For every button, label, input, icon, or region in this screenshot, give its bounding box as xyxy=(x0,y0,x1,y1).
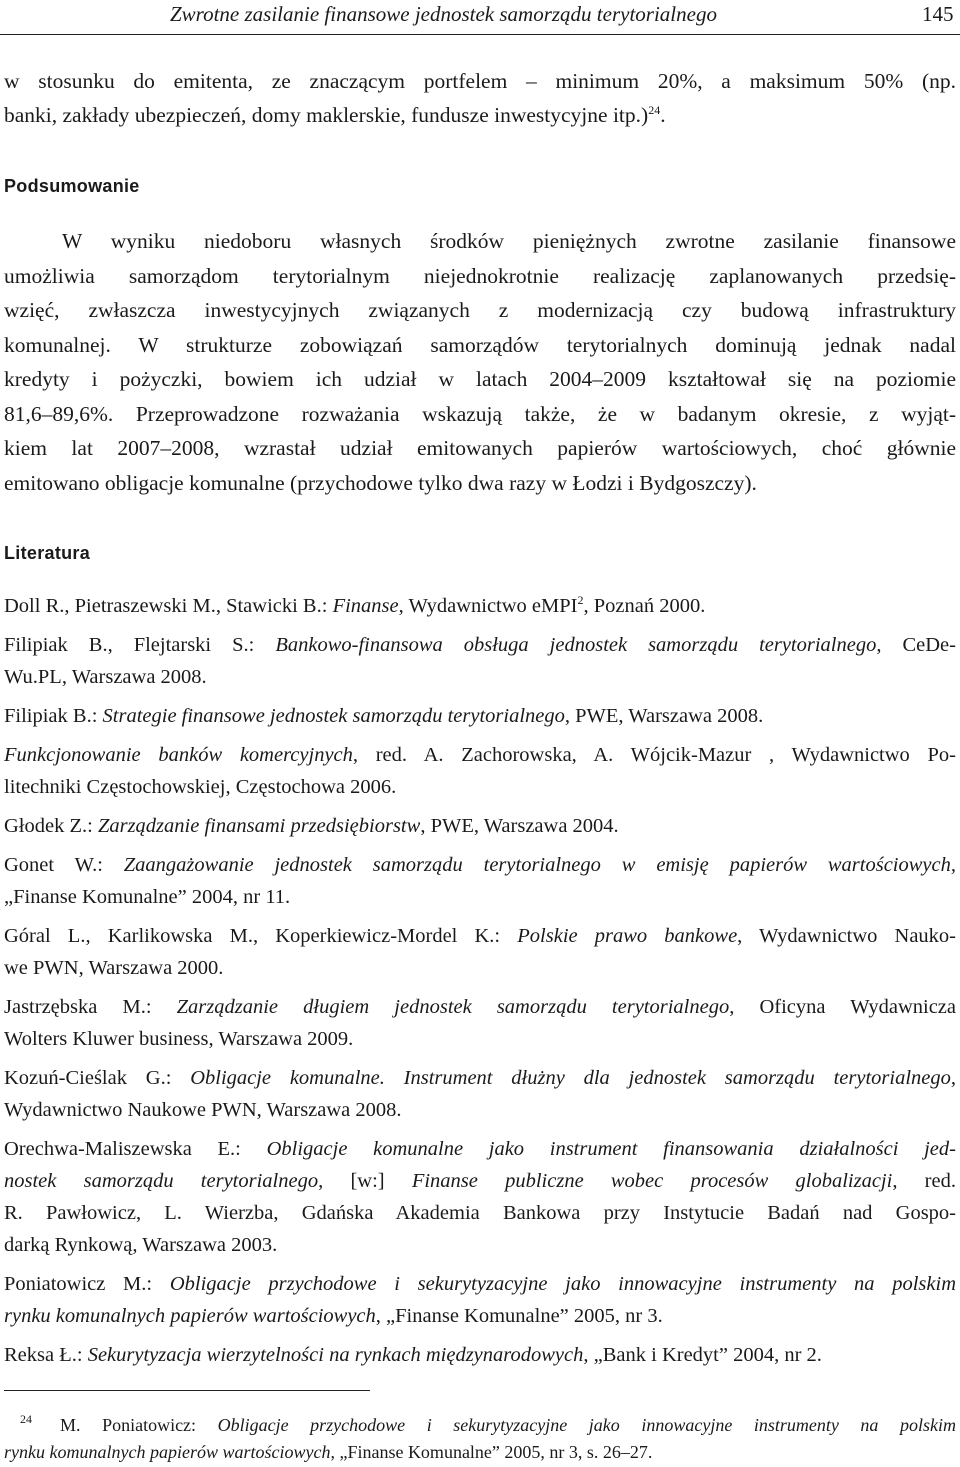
footnote-title: Obligacje przychodowe i sekurytyzacyjne jako innowacyjne instrumenty na polskim xyxy=(217,1415,956,1435)
ref-authors: Kozuń-Cieślak G.: xyxy=(4,1067,191,1089)
ref-book-title: Finanse publiczne wobec procesów globalizacji xyxy=(411,1170,893,1192)
ref-journal: , „Bank i Kredyt” 2004, nr 2. xyxy=(583,1344,822,1366)
summary-paragraph xyxy=(4,224,956,500)
ref-authors: Reksa Ł.: xyxy=(4,1344,88,1366)
ref-place-year: Wu.PL, Warszawa 2008. xyxy=(4,666,207,688)
summary-line: umożliwia samorządom terytorialnym niejednokrotnie realizację zaplanowanych przedsię- xyxy=(4,263,956,288)
reference-item xyxy=(4,739,956,803)
ref-authors: Filipiak B., Flejtarski S.: xyxy=(4,634,276,656)
ref-authors: Gonet W.: xyxy=(4,854,124,876)
ref-title: Obligacje komunalne. Instrument dłużny dla jednostek samorządu terytorialnego xyxy=(190,1067,951,1089)
footnote-author: M. Poniatowicz: xyxy=(60,1415,218,1435)
ref-place-year: litechniki Częstochowskiej, Częstochowa 2006. xyxy=(4,776,397,798)
footnote xyxy=(4,1412,956,1466)
ref-title: rynku komunalnych papierów wartościowych xyxy=(4,1305,376,1327)
ref-authors: Poniatowicz M.: xyxy=(4,1273,170,1295)
ref-place-year: we PWN, Warszawa 2000. xyxy=(4,957,224,979)
ref-title: Zaangażowanie jednostek samorządu terytorialnego w emisję papierów wartościowych, xyxy=(123,854,956,876)
ref-authors: Góral L., Karlikowska M., Koperkiewicz-Mordel K.: xyxy=(4,925,518,947)
reference-item xyxy=(4,629,956,693)
reference-item xyxy=(4,810,956,842)
reference-list xyxy=(4,590,956,1378)
footnote-reference[interactable]: 24 xyxy=(648,102,661,117)
page-number: 145 xyxy=(922,2,954,26)
literature-heading: Literatura xyxy=(4,543,91,563)
running-title: Zwrotne zasilanie finansowe jednostek samorządu terytorialnego xyxy=(170,2,717,26)
ref-editors-cont: R. Pawłowicz, L. Wierzba, Gdańska Akademia Bankowa przy Instytucie Badań nad Gospo- xyxy=(4,1202,956,1224)
footnote-title: rynku komunalnych papierów wartościowych xyxy=(4,1442,331,1462)
summary-line: emitowano obligacje komunalne (przychodowe tylko dwa razy w Łodzi i Bydgoszczy). xyxy=(4,470,757,495)
summary-line: komunalnej. W strukturze zobowiązań samorządów terytorialnych dominują jednak nadal xyxy=(4,332,956,357)
header-rule xyxy=(0,34,960,35)
ref-place-year: Wolters Kluwer business, Warszawa 2009. xyxy=(4,1028,354,1050)
ref-authors: Głodek Z.: xyxy=(4,815,98,837)
summary-line: kredyty i pożyczki, bowiem ich udział w latach 2004–2009 kształtował się na poziomie xyxy=(4,367,956,391)
reference-item xyxy=(4,849,956,913)
reference-item xyxy=(4,590,956,622)
ref-place-year: darką Rynkową, Warszawa 2003. xyxy=(4,1234,278,1256)
ref-title: Obligacje przychodowe i sekurytyzacyjne jako innowacyjne instrumenty na polskim xyxy=(169,1273,957,1295)
ref-editors: , red. A. Zachorowska, A. Wójcik-Mazur , Wydawnictwo Po- xyxy=(352,744,956,766)
summary-line: 81,6–89,6%. Przeprowadzone rozważania wskazują także, że w badanym okresie, z wyjąt- xyxy=(4,401,956,426)
ref-in: , [w:] xyxy=(318,1170,412,1192)
ref-publisher: , PWE, Warszawa 2008. xyxy=(564,705,764,727)
reference-item xyxy=(4,700,956,732)
ref-title: Funkcjonowanie banków komercyjnych xyxy=(4,744,353,766)
ref-punct: , xyxy=(950,1067,956,1089)
ref-title: Sekurytyzacja wierzytelności na rynkach międzynarodowych xyxy=(87,1344,584,1366)
ref-authors: Doll R., Pietraszewski M., Stawicki B.: xyxy=(4,595,333,617)
reference-item xyxy=(4,920,956,984)
reference-item xyxy=(4,1133,956,1261)
ref-journal: , „Finanse Komunalne” 2005, nr 3. xyxy=(375,1305,663,1327)
footnote-line-1 xyxy=(4,1412,956,1439)
ref-publisher: , Wydawnictwo eMPI xyxy=(398,595,578,617)
reference-item xyxy=(4,1062,956,1126)
running-header xyxy=(0,0,960,40)
ref-sup: 2 xyxy=(577,593,584,608)
intro-line-2-text: banki, zakłady ubezpieczeń, domy maklerskie, fundusze inwestycyjne itp.) xyxy=(4,103,649,127)
ref-title: Bankowo-finansowa obsługa jednostek samorządu terytorialnego xyxy=(275,634,877,656)
footnote-rule xyxy=(4,1390,370,1391)
ref-authors: Filipiak B.: xyxy=(4,705,103,727)
ref-journal: „Finanse Komunalne” 2004, nr 11. xyxy=(4,886,291,908)
ref-publisher: , PWE, Warszawa 2004. xyxy=(420,815,619,837)
reference-item xyxy=(4,1339,956,1371)
ref-title: Obligacje komunalne jako instrument finansowania działalności jed- xyxy=(266,1138,956,1160)
ref-publisher: , CeDe- xyxy=(876,634,956,656)
ref-editors: , red. xyxy=(892,1170,956,1192)
ref-authors: Jastrzębska M.: xyxy=(4,996,177,1018)
ref-publisher: , Wydawnictwo Nauko- xyxy=(737,925,956,947)
summary-line: wzięć, zwłaszcza inwestycyjnych związanych z modernizacją czy budową infrastruktury xyxy=(4,298,956,322)
summary-heading: Podsumowanie xyxy=(4,176,140,196)
ref-title: Polskie prawo bankowe xyxy=(517,925,738,947)
intro-line-2 xyxy=(4,98,956,132)
reference-item xyxy=(4,991,956,1055)
ref-title: Finanse xyxy=(332,595,399,617)
ref-authors: Orechwa-Maliszewska E.: xyxy=(4,1138,267,1160)
ref-title: Zarządzanie finansami przedsiębiorstw xyxy=(97,815,421,837)
ref-publisher: Wydawnictwo Naukowe PWN, Warszawa 2008. xyxy=(4,1099,402,1121)
ref-title: Zarządzanie długiem jednostek samorządu terytorialnego xyxy=(176,996,730,1018)
intro-line-2-end: . xyxy=(660,103,666,127)
summary-line: kiem lat 2007–2008, wzrastał udział emitowanych papierów wartościowych, choć głównie xyxy=(4,436,956,460)
ref-place-year: , Poznań 2000. xyxy=(583,595,706,617)
intro-paragraph xyxy=(4,64,956,132)
ref-title: Strategie finansowe jednostek samorządu terytorialnego xyxy=(102,705,565,727)
summary-line: W wyniku niedoboru własnych środków pieniężnych zwrotne zasilanie finansowe xyxy=(62,229,956,253)
reference-item xyxy=(4,1268,956,1332)
ref-publisher: , Oficyna Wydawnicza xyxy=(729,996,956,1018)
footnote-line-2 xyxy=(4,1439,956,1466)
intro-line-1: w stosunku do emitenta, ze znaczącym portfelem – minimum 20%, a maksimum 50% (np. xyxy=(4,69,956,93)
ref-title: nostek samorządu terytorialnego xyxy=(4,1170,319,1192)
footnote-source: , „Finanse Komunalne” 2005, nr 3, s. 26–27. xyxy=(330,1442,653,1462)
footnote-number: 24 xyxy=(20,1412,32,1426)
